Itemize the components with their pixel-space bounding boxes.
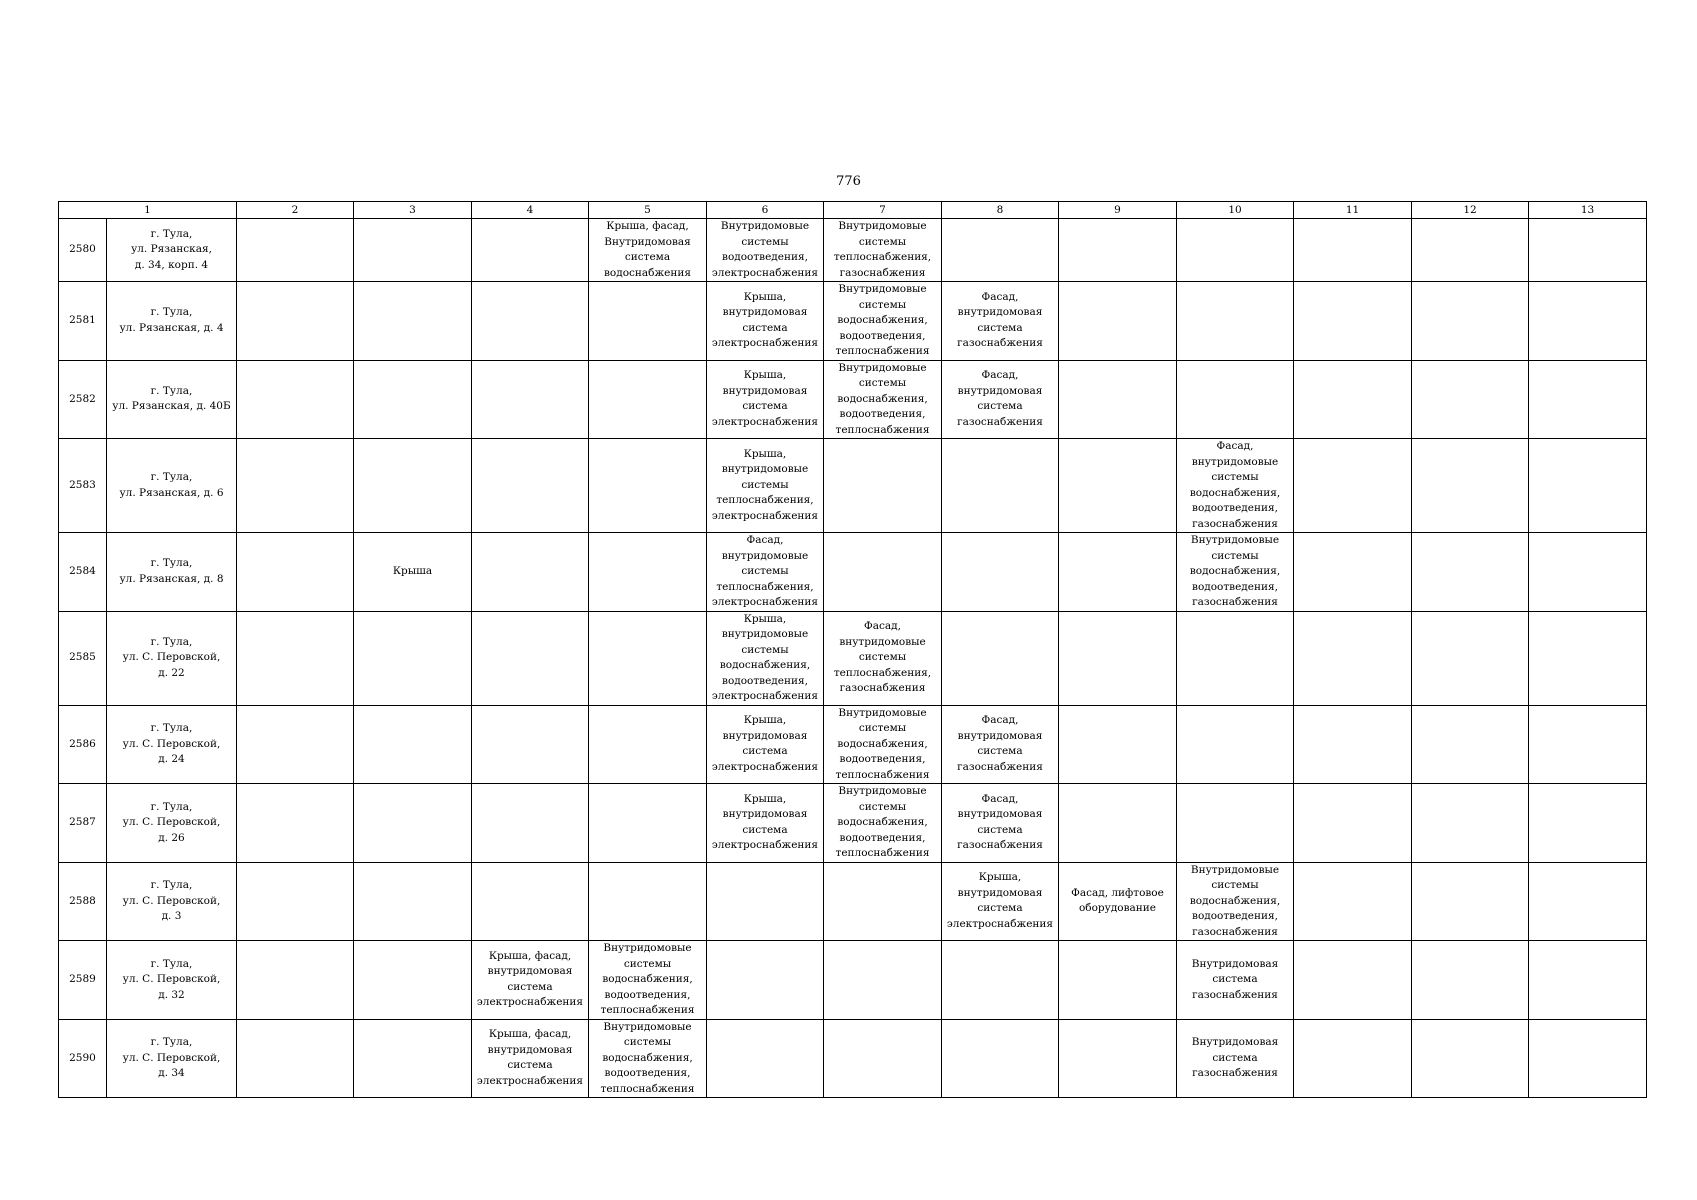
- work-type-cell-5: [589, 611, 707, 705]
- work-type-cell-2: [237, 282, 354, 361]
- work-type-cell-3: [354, 862, 472, 941]
- work-type-cell-12: [1412, 360, 1529, 439]
- work-type-cell-11: [1294, 1019, 1412, 1098]
- work-type-cell-5: Крыша, фасад, Внутридомовая система водоснабжения: [589, 219, 707, 282]
- work-type-cell-3: [354, 282, 472, 361]
- work-type-cell-4: [472, 705, 589, 784]
- work-type-cell-6: Крыша, внутридомовая система электроснабжения: [707, 705, 824, 784]
- table-row: [59, 1019, 1647, 1098]
- work-type-cell-5: Внутридомовые системы водоснабжения, водоотведения, теплоснабжения: [589, 1019, 707, 1098]
- work-type-cell-7: [824, 941, 942, 1020]
- work-type-cell-7: [824, 533, 942, 612]
- work-type-cell-11: [1294, 862, 1412, 941]
- column-header: 1: [59, 202, 237, 219]
- row-number: 2582: [59, 360, 107, 439]
- work-type-cell-5: [589, 862, 707, 941]
- work-type-cell-9: [1059, 219, 1177, 282]
- work-type-cell-4: Крыша, фасад, внутридомовая система электроснабжения: [472, 941, 589, 1020]
- work-type-cell-4: [472, 439, 589, 533]
- work-type-cell-3: [354, 360, 472, 439]
- work-type-cell-10: [1177, 705, 1294, 784]
- work-type-cell-9: [1059, 611, 1177, 705]
- work-type-cell-7: Внутридомовые системы водоснабжения, водоотведения, теплоснабжения: [824, 360, 942, 439]
- work-type-cell-6: Крыша, внутридомовая система электроснабжения: [707, 784, 824, 863]
- work-type-cell-5: Внутридомовые системы водоснабжения, водоотведения, теплоснабжения: [589, 941, 707, 1020]
- work-type-cell-12: [1412, 705, 1529, 784]
- row-number: 2580: [59, 219, 107, 282]
- work-type-cell-8: [942, 533, 1059, 612]
- table-row: [59, 282, 1647, 361]
- work-type-cell-5: [589, 705, 707, 784]
- work-type-cell-11: [1294, 705, 1412, 784]
- table-row: [59, 862, 1647, 941]
- table-row: [59, 705, 1647, 784]
- table-row: [59, 439, 1647, 533]
- work-type-cell-12: [1412, 941, 1529, 1020]
- column-header: 9: [1059, 202, 1177, 219]
- work-type-cell-11: [1294, 282, 1412, 361]
- work-type-cell-4: [472, 784, 589, 863]
- row-number: 2587: [59, 784, 107, 863]
- address-cell: г. Тула, ул. Рязанская, д. 40Б: [107, 360, 237, 439]
- work-type-cell-4: [472, 862, 589, 941]
- table-header: [59, 202, 1647, 219]
- work-type-cell-10: [1177, 282, 1294, 361]
- work-type-cell-12: [1412, 282, 1529, 361]
- column-header: 13: [1529, 202, 1647, 219]
- table-row: [59, 941, 1647, 1020]
- work-type-cell-3: [354, 1019, 472, 1098]
- work-type-cell-3: Крыша: [354, 533, 472, 612]
- column-header: 2: [237, 202, 354, 219]
- work-type-cell-6: Крыша, внутридомовая система электроснабжения: [707, 282, 824, 361]
- work-type-cell-2: [237, 705, 354, 784]
- work-type-cell-8: Фасад, внутридомовая система газоснабжения: [942, 282, 1059, 361]
- column-header: 8: [942, 202, 1059, 219]
- work-type-cell-2: [237, 533, 354, 612]
- work-type-cell-11: [1294, 533, 1412, 612]
- work-type-cell-3: [354, 941, 472, 1020]
- work-type-cell-2: [237, 941, 354, 1020]
- work-type-cell-9: [1059, 1019, 1177, 1098]
- work-type-cell-8: [942, 611, 1059, 705]
- work-type-cell-7: Фасад, внутридомовые системы теплоснабжения, газоснабжения: [824, 611, 942, 705]
- work-type-cell-10: Внутридомовые системы водоснабжения, водоотведения, газоснабжения: [1177, 862, 1294, 941]
- work-type-cell-8: Фасад, внутридомовая система газоснабжения: [942, 705, 1059, 784]
- work-type-cell-10: [1177, 784, 1294, 863]
- work-type-cell-4: [472, 611, 589, 705]
- table-row: [59, 611, 1647, 705]
- work-type-cell-2: [237, 219, 354, 282]
- address-cell: г. Тула, ул. Рязанская, д. 6: [107, 439, 237, 533]
- work-type-cell-10: [1177, 360, 1294, 439]
- work-type-cell-11: [1294, 360, 1412, 439]
- work-type-cell-12: [1412, 1019, 1529, 1098]
- work-type-cell-2: [237, 439, 354, 533]
- work-type-cell-11: [1294, 611, 1412, 705]
- column-header: 4: [472, 202, 589, 219]
- work-type-cell-5: [589, 439, 707, 533]
- work-type-cell-9: Фасад, лифтовое оборудование: [1059, 862, 1177, 941]
- work-type-cell-6: [707, 1019, 824, 1098]
- work-type-cell-3: [354, 705, 472, 784]
- table-row: [59, 219, 1647, 282]
- work-type-cell-2: [237, 611, 354, 705]
- column-header: 11: [1294, 202, 1412, 219]
- work-type-cell-9: [1059, 941, 1177, 1020]
- work-type-cell-13: [1529, 705, 1647, 784]
- work-type-cell-4: [472, 533, 589, 612]
- work-type-cell-13: [1529, 611, 1647, 705]
- address-cell: г. Тула, ул. С. Перовской, д. 24: [107, 705, 237, 784]
- work-type-cell-5: [589, 533, 707, 612]
- work-type-cell-8: [942, 941, 1059, 1020]
- address-cell: г. Тула, ул. Рязанская, д. 34, корп. 4: [107, 219, 237, 282]
- row-number: 2583: [59, 439, 107, 533]
- work-type-cell-4: [472, 219, 589, 282]
- work-type-cell-7: [824, 862, 942, 941]
- row-number: 2581: [59, 282, 107, 361]
- work-type-cell-4: [472, 282, 589, 361]
- work-type-cell-11: [1294, 219, 1412, 282]
- work-type-cell-6: [707, 862, 824, 941]
- work-type-cell-3: [354, 611, 472, 705]
- work-type-cell-7: Внутридомовые системы теплоснабжения, газоснабжения: [824, 219, 942, 282]
- work-type-cell-9: [1059, 784, 1177, 863]
- work-type-cell-13: [1529, 784, 1647, 863]
- work-type-cell-10: Внутридомовая система газоснабжения: [1177, 1019, 1294, 1098]
- work-type-cell-11: [1294, 439, 1412, 533]
- table-row: [59, 784, 1647, 863]
- work-type-cell-9: [1059, 533, 1177, 612]
- work-type-cell-8: Фасад, внутридомовая система газоснабжения: [942, 360, 1059, 439]
- work-type-cell-2: [237, 360, 354, 439]
- work-type-cell-13: [1529, 219, 1647, 282]
- work-type-cell-10: [1177, 219, 1294, 282]
- work-type-cell-10: [1177, 611, 1294, 705]
- column-header: 12: [1412, 202, 1529, 219]
- table-row: [59, 533, 1647, 612]
- work-type-cell-9: [1059, 705, 1177, 784]
- work-type-cell-4: [472, 360, 589, 439]
- work-type-cell-3: [354, 219, 472, 282]
- work-type-cell-6: Крыша, внутридомовая система электроснабжения: [707, 360, 824, 439]
- work-type-cell-2: [237, 862, 354, 941]
- column-header: 5: [589, 202, 707, 219]
- address-cell: г. Тула, ул. С. Перовской, д. 3: [107, 862, 237, 941]
- work-type-cell-13: [1529, 360, 1647, 439]
- repair-schedule-table: [58, 201, 1647, 1098]
- work-type-cell-7: Внутридомовые системы водоснабжения, водоотведения, теплоснабжения: [824, 282, 942, 361]
- column-header: 10: [1177, 202, 1294, 219]
- work-type-cell-12: [1412, 439, 1529, 533]
- work-type-cell-6: Крыша, внутридомовые системы теплоснабжения, электроснабжения: [707, 439, 824, 533]
- work-type-cell-12: [1412, 533, 1529, 612]
- work-type-cell-12: [1412, 219, 1529, 282]
- address-cell: г. Тула, ул. С. Перовской, д. 34: [107, 1019, 237, 1098]
- work-type-cell-7: [824, 439, 942, 533]
- row-number: 2590: [59, 1019, 107, 1098]
- work-type-cell-13: [1529, 533, 1647, 612]
- address-cell: г. Тула, ул. Рязанская, д. 4: [107, 282, 237, 361]
- page-number: 776: [836, 174, 861, 189]
- work-type-cell-6: [707, 941, 824, 1020]
- row-number: 2588: [59, 862, 107, 941]
- work-type-cell-8: Фасад, внутридомовая система газоснабжения: [942, 784, 1059, 863]
- work-type-cell-10: Внутридомовая система газоснабжения: [1177, 941, 1294, 1020]
- work-type-cell-12: [1412, 611, 1529, 705]
- work-type-cell-5: [589, 282, 707, 361]
- work-type-cell-11: [1294, 784, 1412, 863]
- table-body: [59, 219, 1647, 1098]
- work-type-cell-12: [1412, 784, 1529, 863]
- work-type-cell-7: Внутридомовые системы водоснабжения, водоотведения, теплоснабжения: [824, 705, 942, 784]
- row-number: 2585: [59, 611, 107, 705]
- work-type-cell-6: Внутридомовые системы водоотведения, электроснабжения: [707, 219, 824, 282]
- work-type-cell-8: [942, 219, 1059, 282]
- address-cell: г. Тула, ул. С. Перовской, д. 26: [107, 784, 237, 863]
- work-type-cell-13: [1529, 862, 1647, 941]
- work-type-cell-4: Крыша, фасад, внутридомовая система электроснабжения: [472, 1019, 589, 1098]
- work-type-cell-2: [237, 784, 354, 863]
- row-number: 2589: [59, 941, 107, 1020]
- column-number-row: [59, 202, 1647, 219]
- column-header: 7: [824, 202, 942, 219]
- work-type-cell-3: [354, 784, 472, 863]
- work-type-cell-13: [1529, 941, 1647, 1020]
- work-type-cell-12: [1412, 862, 1529, 941]
- work-type-cell-13: [1529, 1019, 1647, 1098]
- work-type-cell-6: Фасад, внутридомовые системы теплоснабжения, электроснабжения: [707, 533, 824, 612]
- work-type-cell-9: [1059, 439, 1177, 533]
- work-type-cell-13: [1529, 439, 1647, 533]
- work-type-cell-2: [237, 1019, 354, 1098]
- work-type-cell-7: Внутридомовые системы водоснабжения, водоотведения, теплоснабжения: [824, 784, 942, 863]
- address-cell: г. Тула, ул. Рязанская, д. 8: [107, 533, 237, 612]
- work-type-cell-8: [942, 1019, 1059, 1098]
- address-cell: г. Тула, ул. С. Перовской, д. 22: [107, 611, 237, 705]
- work-type-cell-6: Крыша, внутридомовые системы водоснабжения, водоотведения, электроснабжения: [707, 611, 824, 705]
- work-type-cell-11: [1294, 941, 1412, 1020]
- column-header: 3: [354, 202, 472, 219]
- work-type-cell-9: [1059, 360, 1177, 439]
- work-type-cell-9: [1059, 282, 1177, 361]
- table-row: [59, 360, 1647, 439]
- address-cell: г. Тула, ул. С. Перовской, д. 32: [107, 941, 237, 1020]
- work-type-cell-8: [942, 439, 1059, 533]
- work-type-cell-5: [589, 784, 707, 863]
- row-number: 2584: [59, 533, 107, 612]
- column-header: 6: [707, 202, 824, 219]
- work-type-cell-5: [589, 360, 707, 439]
- work-type-cell-7: [824, 1019, 942, 1098]
- work-type-cell-10: Фасад, внутридомовые системы водоснабжения, водоотведения, газоснабжения: [1177, 439, 1294, 533]
- work-type-cell-10: Внутридомовые системы водоснабжения, водоотведения, газоснабжения: [1177, 533, 1294, 612]
- row-number: 2586: [59, 705, 107, 784]
- work-type-cell-3: [354, 439, 472, 533]
- work-type-cell-8: Крыша, внутридомовая система электроснабжения: [942, 862, 1059, 941]
- work-type-cell-13: [1529, 282, 1647, 361]
